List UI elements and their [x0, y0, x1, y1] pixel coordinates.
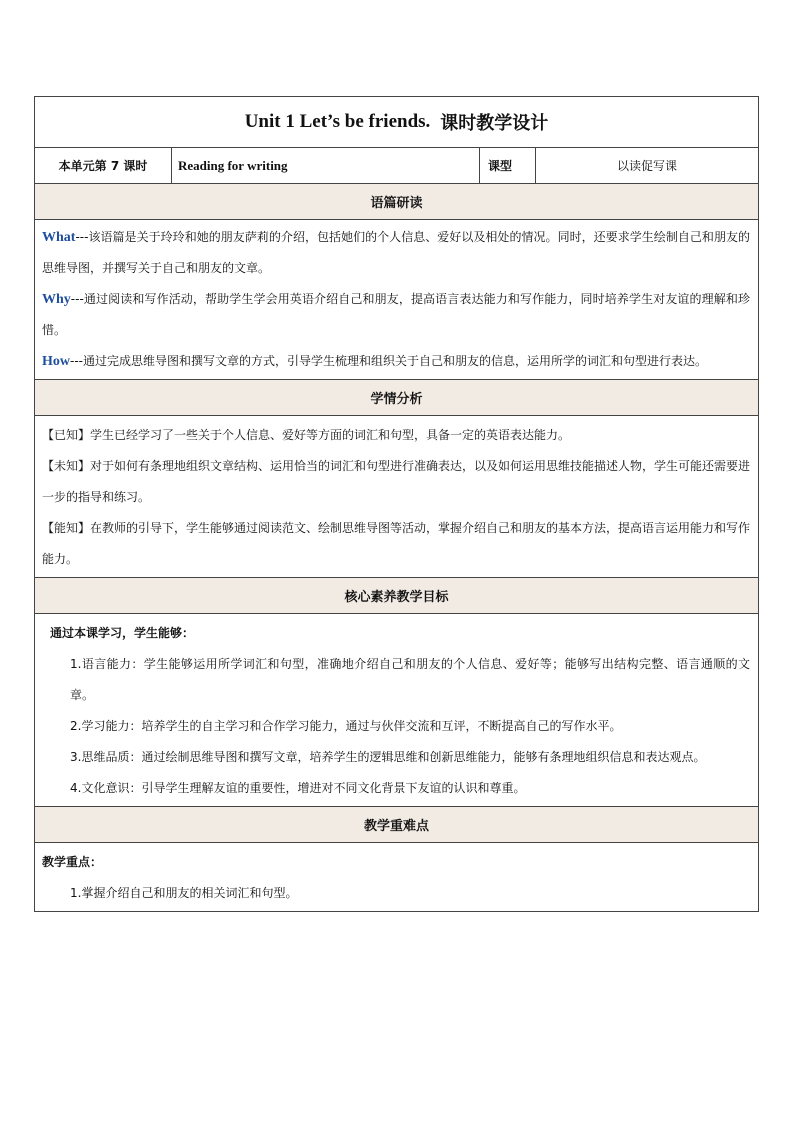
how-label: How: [42, 354, 70, 369]
lesson-topic: Reading for writing: [172, 148, 480, 183]
goal-item: 1.语言能力：学生能够运用所学词汇和句型，准确地介绍自己和朋友的个人信息、爱好等；能够写出结构完整、语言通顺的文章。: [70, 657, 750, 702]
section-heading-text-study: 语篇研读: [35, 184, 758, 220]
document-title: [35, 97, 758, 148]
lesson-number: 本单元第 7 课时: [35, 148, 172, 183]
what-label: What: [42, 230, 76, 245]
goal-item: 3.思维品质：通过绘制思维导图和撰写文章，培养学生的逻辑思维和创新思维能力，能够有条理地组织信息和表达观点。: [70, 750, 706, 764]
section-body-analysis: [35, 416, 758, 578]
section-heading-keypoints: 教学重难点: [35, 807, 758, 843]
keypoints-subheading: 教学重点：: [42, 855, 103, 869]
section-body-goals: [35, 614, 758, 807]
what-paragraph: [42, 222, 750, 284]
why-label: Why: [42, 292, 71, 307]
analysis-known: 【已知】学生已经学习了一些关于个人信息、爱好等方面的词汇和句型，具备一定的英语表达能力。: [42, 428, 571, 442]
lesson-type-value: 以读促写课: [616, 159, 677, 173]
lesson-plan-table: [34, 96, 759, 912]
analysis-able: 【能知】在教师的引导下，学生能够通过阅读范文、绘制思维导图等活动，掌握介绍自己和朋友的基本方法，提高语言运用能力和写作能力。: [42, 521, 751, 566]
how-text: ---通过完成思维导图和撰写文章的方式，引导学生梳理和组织关于自己和朋友的信息，运用所学的词汇和句型进行表达。: [70, 354, 707, 368]
analysis-unknown: 【未知】对于如何有条理地组织文章结构、运用恰当的词汇和句型进行准确表达，以及如何运用思维技能描述人物，学生可能还需要进一步的指导和练习。: [42, 459, 751, 504]
section-body-keypoints: [35, 843, 758, 912]
goal-item: 4.文化意识：引导学生理解友谊的重要性，增进对不同文化背景下友谊的认识和尊重。: [70, 781, 526, 795]
meta-row: [35, 148, 758, 184]
goals-lead: 通过本课学习，学生能够：: [50, 626, 195, 640]
section-body-text-study: [35, 220, 758, 380]
section-heading-goals: 核心素养教学目标: [35, 578, 758, 614]
title-chinese: 课时教学设计: [440, 113, 549, 134]
title-english: Unit 1 Let’s be friends.: [244, 111, 431, 132]
goal-item: 2.学习能力：培养学生的自主学习和合作学习能力，通过与伙伴交流和互评，不断提高自己的写作水平。: [70, 719, 622, 733]
why-paragraph: [42, 284, 750, 346]
what-text: ---该语篇是关于玲玲和她的朋友萨莉的介绍，包括她们的个人信息、爱好以及相处的情况。同时，还要求学生绘制自己和朋友的思维导图，并撰写关于自己和朋友的文章。: [42, 230, 750, 275]
why-text: ---通过阅读和写作活动，帮助学生学会用英语介绍自己和朋友，提高语言表达能力和写作能力，同时培养学生对友谊的理解和珍惜。: [42, 292, 750, 337]
section-heading-analysis: 学情分析: [35, 380, 758, 416]
keypoint-item: 1.掌握介绍自己和朋友的相关词汇和句型。: [70, 886, 298, 900]
lesson-type-label: 课型: [480, 148, 536, 183]
how-paragraph: [42, 346, 750, 377]
